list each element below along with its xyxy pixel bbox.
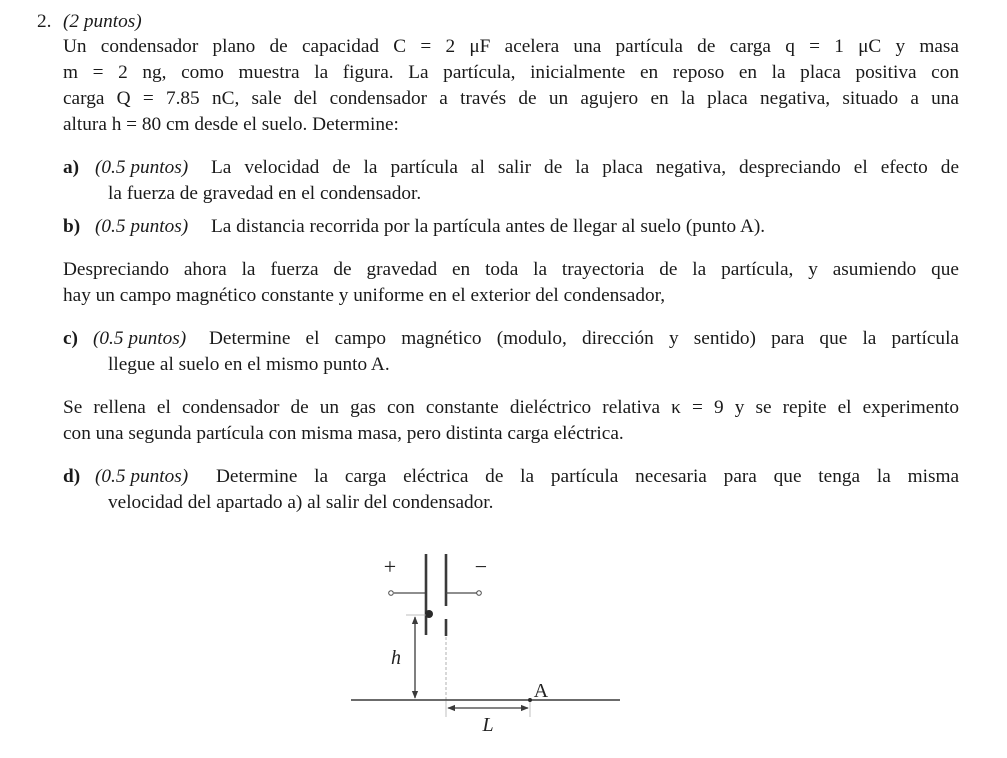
part-text: Determine la carga eléctrica de la partícula necesaria para que tenga la misma: [216, 466, 959, 487]
part-label: d): [63, 466, 81, 487]
part-text: llegue al suelo en el mismo punto A.: [108, 354, 390, 375]
problem-number: 2.: [37, 11, 52, 32]
negative-terminal: [477, 591, 482, 596]
paragraph-line: hay un campo magnético constante y uniforme en el exterior del condensador,: [63, 285, 666, 306]
paragraph-line: con una segunda partícula con misma masa, pero distinta carga eléctrica.: [63, 423, 624, 444]
intro-line: m = 2 ng, como muestra la figura. La partícula, inicialmente en reposo en la placa positiva con: [63, 62, 959, 83]
part-text: velocidad del apartado a) al salir del condensador.: [108, 492, 494, 513]
part-points: (0.5 puntos): [95, 466, 189, 487]
paragraph-line: Se rellena el condensador de un gas con constante dieléctrico relativa κ = 9 y se repite el experimento: [63, 397, 959, 418]
part-text: La distancia recorrida por la partícula antes de llegar al suelo (punto A).: [211, 216, 766, 237]
problem-points: (2 puntos): [63, 11, 142, 32]
part-points: (0.5 puntos): [93, 328, 187, 349]
point-a-dot: [528, 698, 532, 702]
plus-sign-label: +: [383, 554, 397, 579]
minus-sign-label: −: [474, 554, 488, 579]
intro-line: carga Q = 7.85 nC, sale del condensador a través de un agujero en la placa negativa, situado a una: [63, 88, 959, 109]
part-label: c): [63, 328, 78, 349]
point-a-label: A: [533, 680, 549, 702]
capacitor-figure: [340, 540, 640, 750]
height-label: h: [391, 647, 401, 669]
part-points: (0.5 puntos): [95, 216, 189, 237]
intro-line: Un condensador plano de capacidad C = 2 μF acelera una partícula de carga q = 1 μC y masa: [63, 36, 959, 57]
part-text: La velocidad de la partícula al salir de la placa negativa, despreciando el efecto de: [211, 157, 959, 178]
part-text: la fuerza de gravedad en el condensador.: [108, 183, 422, 204]
part-label: a): [63, 157, 80, 178]
intro-line: altura h = 80 cm desde el suelo. Determine:: [63, 114, 399, 135]
part-label: b): [63, 216, 81, 237]
paragraph-line: Despreciando ahora la fuerza de gravedad en toda la trayectoria de la partícula, y asumiendo que: [63, 259, 959, 280]
particle-dot: [425, 610, 433, 618]
part-points: (0.5 puntos): [95, 157, 189, 178]
positive-terminal: [389, 591, 394, 596]
part-text: Determine el campo magnético (modulo, dirección y sentido) para que la partícula: [209, 328, 959, 349]
distance-label: L: [482, 714, 494, 736]
